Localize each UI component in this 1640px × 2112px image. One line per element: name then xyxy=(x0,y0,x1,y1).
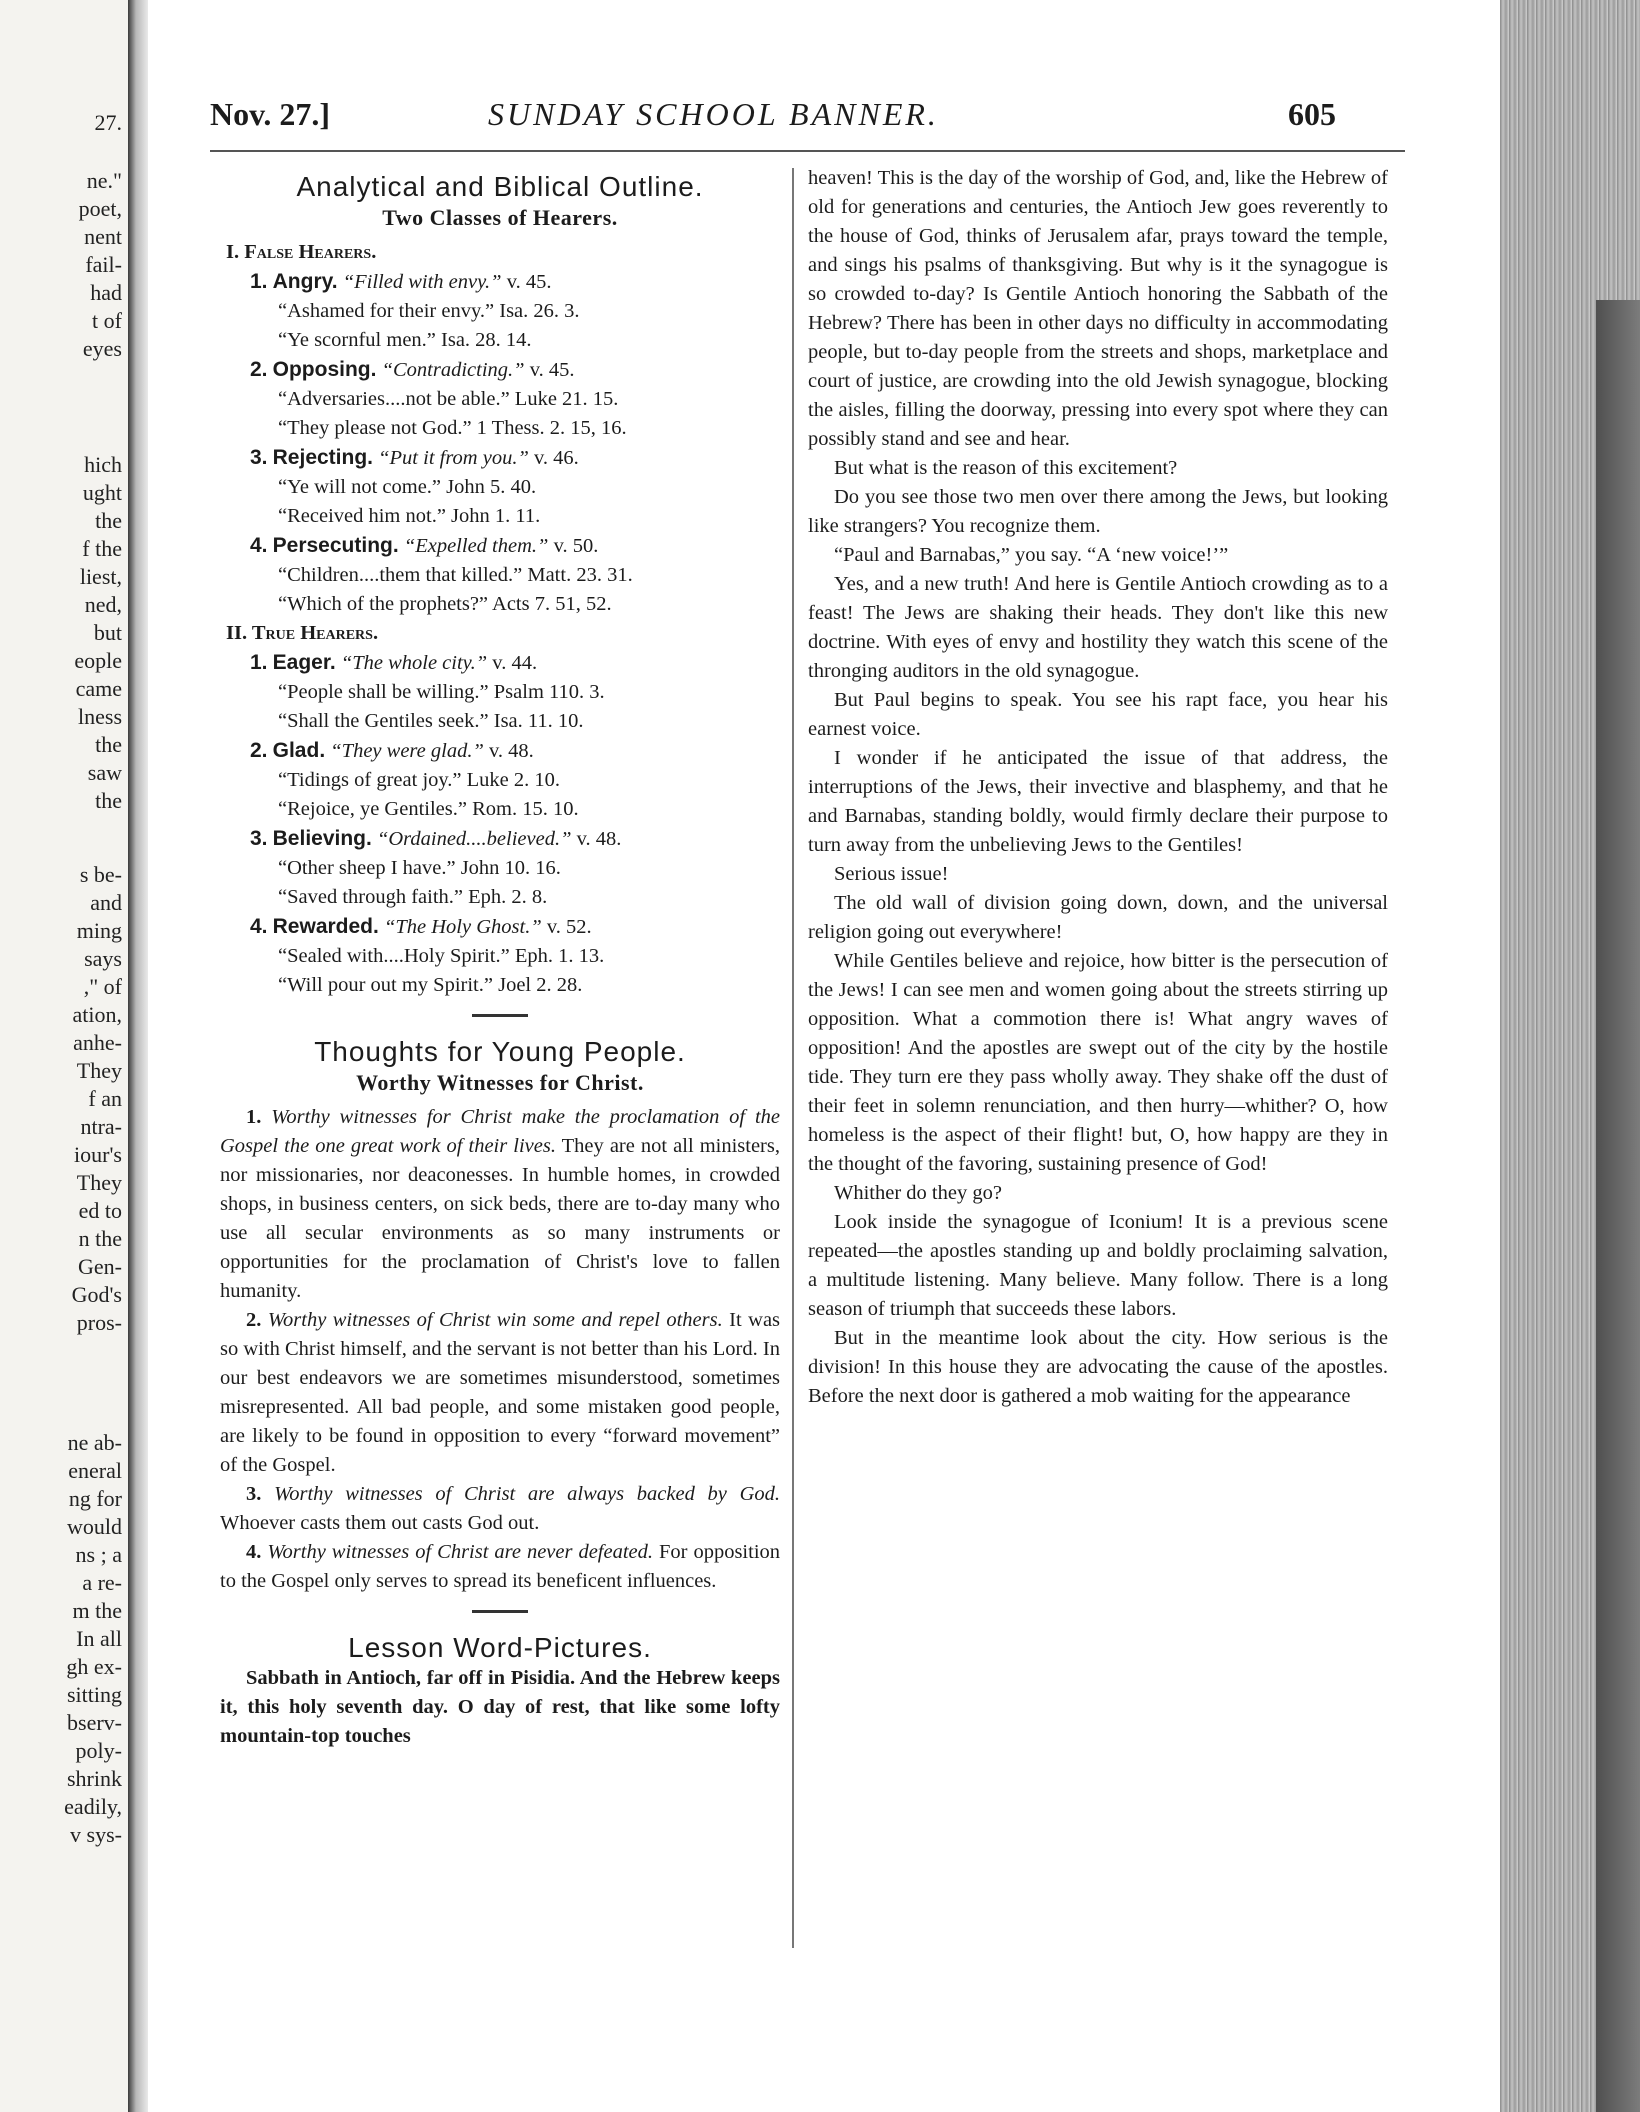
facing-page-text: nent xyxy=(84,224,122,249)
facing-page-text: the xyxy=(95,788,122,813)
body-paragraph: “Paul and Barnabas,” you say. “A ‘new voice!’” xyxy=(834,544,1229,566)
facing-page-text: n the xyxy=(78,1226,122,1251)
facing-page-text: v sys- xyxy=(70,1822,122,1847)
facing-page-text: They xyxy=(76,1170,122,1195)
thought-body: Whoever casts them out casts God out. xyxy=(220,1512,540,1534)
scripture-reference: “People shall be willing.” Psalm 110. 3. xyxy=(278,681,605,703)
scripture-reference: “Will pour out my Spirit.” Joel 2. 28. xyxy=(278,974,583,996)
facing-page-text: the xyxy=(95,732,122,757)
thought-number: 4. xyxy=(246,1541,262,1563)
body-paragraph: The old wall of division going down, down, and the universal religion going out everywhere! xyxy=(808,892,1388,943)
item-verse: v. 45. xyxy=(506,271,552,293)
facing-page-text: pros- xyxy=(76,1310,122,1335)
division-number: I. xyxy=(226,241,240,263)
facing-page-text: poet, xyxy=(78,196,122,221)
item-quote: “Ordained....believed.” xyxy=(376,828,572,850)
facing-page-text: hich xyxy=(84,452,122,477)
body-paragraph: But in the meantime look about the city. How serious is the division! In this house they are advocating the cause of the apostles. Before the next door is gathered a mob waiting for the appearance xyxy=(808,1327,1388,1407)
facing-page-text: sitting xyxy=(66,1682,122,1707)
header-title: SUNDAY SCHOOL BANNER. xyxy=(488,96,939,132)
thought-body: They are not all ministers, nor missionaries, nor deaconesses. In humble homes, in crowded shops, in business centers, on sick beds, there are to-day many who use all secular environments as so many instruments or opportunities for the proclamation of Christ's love to fallen humanity. xyxy=(220,1135,780,1302)
column-divider xyxy=(792,168,794,1948)
facing-page-text: ng for xyxy=(68,1486,122,1511)
facing-page-text: eadily, xyxy=(64,1794,122,1819)
item-label: Opposing. xyxy=(272,358,377,381)
book-gutter xyxy=(128,0,148,2112)
body-paragraph: Do you see those two men over there among the Jews, but looking like strangers? You recognize them. xyxy=(808,486,1388,537)
body-paragraph: Yes, and a new truth! And here is Gentile Antioch crowding as to a feast! The Jews are shaking their heads. They don't like this new doctrine. With eyes of envy and hostility they watch this scene of the thronging auditors in the old synagogue. xyxy=(808,573,1388,682)
body-paragraph: Look inside the synagogue of Iconium! It is a previous scene repeated—the apostles standing up and boldly proclaiming salvation, a multitude listening. Many believe. Many follow. There is a long season of triumph that succeeds these labors. xyxy=(808,1211,1388,1320)
item-number: 1. xyxy=(250,270,268,293)
page xyxy=(148,0,1500,2112)
facing-page-text: and xyxy=(90,890,122,915)
facing-page-text: eyes xyxy=(82,336,122,361)
thought-lead: Worthy witnesses of Christ are always backed by God. xyxy=(274,1483,780,1505)
facing-page-text: ation, xyxy=(72,1002,122,1027)
facing-page-text: They xyxy=(76,1058,122,1083)
facing-page-text: f the xyxy=(82,536,122,561)
facing-page-margin xyxy=(0,0,128,2112)
outline-item xyxy=(250,443,780,473)
thought-lead: Worthy witnesses of Christ win some and repel others. xyxy=(267,1309,723,1331)
facing-page-text: ne." xyxy=(86,168,122,193)
outline-body xyxy=(220,238,780,1000)
item-quote: “The whole city.” xyxy=(340,652,488,674)
thought-paragraph xyxy=(220,1538,780,1596)
body-paragraph: Serious issue! xyxy=(834,863,949,885)
facing-page-text: came xyxy=(75,676,122,701)
body-paragraph: But what is the reason of this excitement? xyxy=(834,457,1178,479)
item-quote: “Put it from you.” xyxy=(378,447,529,469)
left-column xyxy=(220,168,780,1751)
item-label: Glad. xyxy=(272,739,326,762)
division-number: II. xyxy=(226,622,248,644)
facing-page-text: eneral xyxy=(68,1458,122,1483)
facing-page-text: God's xyxy=(71,1282,122,1307)
facing-page-text: would xyxy=(67,1514,122,1539)
division-label: True Hearers. xyxy=(251,622,379,644)
facing-page-text: ne ab- xyxy=(67,1430,122,1455)
scripture-reference: “Shall the Gentiles seek.” Isa. 11. 10. xyxy=(278,710,584,732)
scripture-reference: “Ye will not come.” John 5. 40. xyxy=(278,476,537,498)
division-label: False Hearers. xyxy=(244,241,377,263)
item-quote: “Expelled them.” xyxy=(403,535,549,557)
scripture-reference: “Received him not.” John 1. 11. xyxy=(278,505,541,527)
thought-paragraph xyxy=(220,1306,780,1480)
item-number: 3. xyxy=(250,446,268,469)
facing-page-text: f an xyxy=(88,1086,122,1111)
item-label: Angry. xyxy=(272,270,338,293)
item-verse: v. 46. xyxy=(533,447,579,469)
facing-page-text: lness xyxy=(78,704,122,729)
facing-page-text: In all xyxy=(76,1626,122,1651)
item-number: 4. xyxy=(250,534,268,557)
facing-page-text: ming xyxy=(76,918,122,943)
thought-body: For opposition to the Gospel only serves to spread its beneficent influences. xyxy=(220,1541,781,1592)
header-rule xyxy=(210,150,1405,152)
scripture-reference: “Children....them that killed.” Matt. 23. 31. xyxy=(278,564,633,586)
facing-page-text: m the xyxy=(72,1598,122,1623)
item-quote: “Contradicting.” xyxy=(381,359,525,381)
facing-page-text: 27. xyxy=(94,110,122,135)
header-date: Nov. 27.] xyxy=(210,96,330,132)
outline-item xyxy=(250,648,780,678)
facing-page-text: but xyxy=(93,620,122,645)
section-divider xyxy=(472,1610,528,1613)
item-verse: v. 48. xyxy=(488,740,534,762)
item-label: Persecuting. xyxy=(272,534,399,557)
thought-number: 2. xyxy=(246,1309,262,1331)
right-column xyxy=(808,164,1388,1411)
body-paragraph: But Paul begins to speak. You see his rapt face, you hear his earnest voice. xyxy=(808,689,1388,740)
outline-division xyxy=(226,619,780,648)
thoughts-title: Thoughts for Young People. xyxy=(314,1036,686,1067)
scripture-reference: “Rejoice, ye Gentiles.” Rom. 15. 10. xyxy=(278,798,579,820)
item-quote: “Filled with envy.” xyxy=(342,271,502,293)
facing-page-text: the xyxy=(95,508,122,533)
facing-page-text: ns ; a xyxy=(75,1542,122,1567)
item-verse: v. 44. xyxy=(492,652,538,674)
item-label: Eager. xyxy=(272,651,336,674)
item-number: 2. xyxy=(250,739,268,762)
scripture-reference: “Saved through faith.” Eph. 2. 8. xyxy=(278,886,548,908)
thoughts-body xyxy=(220,1103,780,1596)
facing-page-text: anhe- xyxy=(73,1030,122,1055)
facing-page-text: eople xyxy=(74,648,122,673)
word-pictures-opening: Sabbath in Antioch, far off in Pisidia. And the Hebrew keeps it, this holy seventh day. O day of rest, that like some lofty mountain-top touches xyxy=(220,1667,780,1747)
facing-page-text: s be- xyxy=(79,862,122,887)
thought-lead: Worthy witnesses for Christ make the proclamation of the Gospel the one great work of their lives. xyxy=(220,1106,780,1157)
outline-item xyxy=(250,912,780,942)
facing-page-text: liest, xyxy=(79,564,122,589)
scripture-reference: “They please not God.” 1 Thess. 2. 15, 16. xyxy=(278,417,627,439)
body-paragraph: heaven! This is the day of the worship of God, and, like the Hebrew of old for generations and centuries, the Antioch Jew goes reverently to the house of God, thinks of Jerusalem afar, prays toward the temple, and sings his psalms of thanksgiving. But why is it the synagogue is so crowded to-day? Is Gentile Antioch honoring the Sabbath of the Hebrew? There has been in other days no difficulty in accommodating people, but to-day people from the streets and shops, marketplace and court of justice, are crowding into the old Jewish synagogue, blocking the aisles, filling the doorway, pressing into every spot where they can possibly stand and see and hear. xyxy=(808,167,1388,450)
facing-page-text: ntra- xyxy=(80,1114,122,1139)
thought-number: 3. xyxy=(246,1483,262,1505)
facing-page-text: iour's xyxy=(74,1142,122,1167)
body-paragraph: While Gentiles believe and rejoice, how bitter is the persecution of the Jews! I can see men and women going about the streets stirring up opposition. What a commotion there is! What angry waves of opposition! And the apostles are swept out of the city by the hostile tide. They turn ere they pass wholly away. They shake off the dust of their feet in solemn renunciation, and then hurry—whither? O, how homeless is the aspect of their flight! but, O, how happy are they in the thought of the favoring, sustaining presence of God! xyxy=(808,950,1388,1175)
facing-page-text: ," of xyxy=(83,974,122,999)
facing-page-text: ed to xyxy=(78,1198,122,1223)
outline-subtitle: Two Classes of Hearers. xyxy=(382,205,618,230)
item-number: 4. xyxy=(250,915,268,938)
outline-item xyxy=(250,267,780,297)
item-number: 2. xyxy=(250,358,268,381)
book-cover-edge xyxy=(1596,300,1640,2112)
item-number: 3. xyxy=(250,827,268,850)
facing-page-text: ned, xyxy=(84,592,122,617)
word-pictures-title: Lesson Word-Pictures. xyxy=(348,1632,652,1663)
body-paragraph: Whither do they go? xyxy=(834,1182,1002,1204)
item-number: 1. xyxy=(250,651,268,674)
scripture-reference: “Ye scornful men.” Isa. 28. 14. xyxy=(278,329,532,351)
outline-division xyxy=(226,238,780,267)
outline-item xyxy=(250,736,780,766)
thought-body: It was so with Christ himself, and the servant is not better than his Lord. In our best endeavors we are sometimes misunderstood, sometimes misrepresented. All bad people, and some mistaken good people, are likely to be found in opposition to every “forward movement” of the Gospel. xyxy=(220,1309,781,1476)
page-number: 605 xyxy=(1288,96,1336,132)
outline-item xyxy=(250,355,780,385)
item-label: Believing. xyxy=(272,827,372,850)
scripture-reference: “Tidings of great joy.” Luke 2. 10. xyxy=(278,769,561,791)
section-divider xyxy=(472,1014,528,1017)
item-label: Rejecting. xyxy=(272,446,373,469)
outline-item xyxy=(250,824,780,854)
facing-page-text: t of xyxy=(92,308,122,333)
facing-page-text: a re- xyxy=(82,1570,122,1595)
thoughts-subtitle: Worthy Witnesses for Christ. xyxy=(356,1070,644,1095)
scripture-reference: “Adversaries....not be able.” Luke 21. 15. xyxy=(278,388,619,410)
item-label: Rewarded. xyxy=(272,915,379,938)
scripture-reference: “Other sheep I have.” John 10. 16. xyxy=(278,857,561,879)
facing-page-text: bserv- xyxy=(67,1710,122,1735)
facing-page-text: saw xyxy=(87,760,122,785)
item-quote: “The Holy Ghost.” xyxy=(383,916,542,938)
item-quote: “They were glad.” xyxy=(330,740,484,762)
thought-lead: Worthy witnesses of Christ are never defeated. xyxy=(267,1541,654,1563)
thought-paragraph xyxy=(220,1103,780,1306)
scripture-reference: “Ashamed for their envy.” Isa. 26. 3. xyxy=(278,300,580,322)
scripture-reference: “Sealed with....Holy Spirit.” Eph. 1. 13. xyxy=(278,945,605,967)
facing-page-text: ught xyxy=(82,480,122,505)
item-verse: v. 45. xyxy=(529,359,575,381)
facing-page-text: poly- xyxy=(75,1738,122,1763)
facing-page-text: had xyxy=(90,280,122,305)
facing-page-text: fail- xyxy=(85,252,122,277)
facing-page-text: says xyxy=(84,946,122,971)
item-verse: v. 52. xyxy=(546,916,592,938)
thought-paragraph xyxy=(220,1480,780,1538)
facing-page-text: shrink xyxy=(67,1766,122,1791)
facing-page-text: Gen- xyxy=(78,1254,122,1279)
scripture-reference: “Which of the prophets?” Acts 7. 51, 52. xyxy=(278,593,612,615)
outline-item xyxy=(250,531,780,561)
facing-page-text: gh ex- xyxy=(66,1654,122,1679)
item-verse: v. 48. xyxy=(576,828,622,850)
body-paragraph: I wonder if he anticipated the issue of that address, the interruptions of the Jews, their invective and blasphemy, and that he and Barnabas, standing boldly, would firmly declare their purpose to turn away from the unbelieving Jews to the Gentiles! xyxy=(808,747,1388,856)
outline-title: Analytical and Biblical Outline. xyxy=(296,171,704,202)
thought-number: 1. xyxy=(246,1106,262,1128)
item-verse: v. 50. xyxy=(553,535,599,557)
